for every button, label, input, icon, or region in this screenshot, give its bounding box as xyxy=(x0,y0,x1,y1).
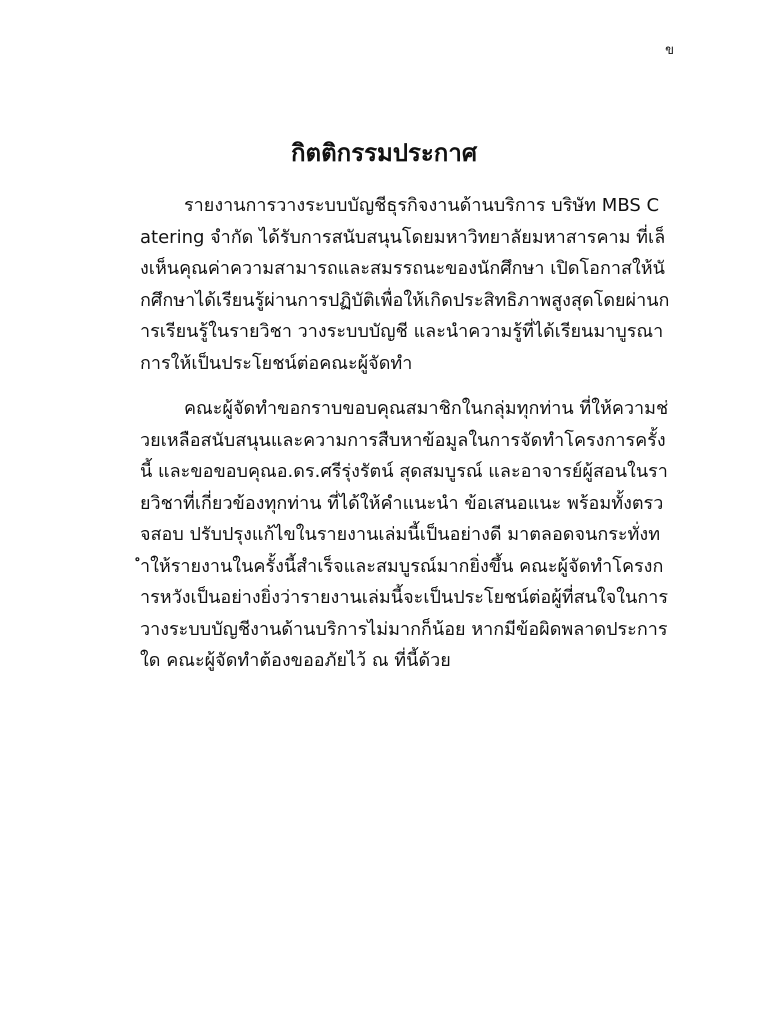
acknowledgement-body xyxy=(140,190,670,677)
paragraph-2: คณะผู้จัดทำขอกราบขอบคุณสมาชิกในกลุ่มทุกท่าน ที่ให้ความช่วยเหลือสนับสนุนและความการสืบหาข้อมูลในการจัดทำโครงการครั้งนี้ และขอขอบคุณอ.ดร.ศรีรุ่งรัตน์ สุดสมบูรณ์ และอาจารย์ผู้สอนในรายวิชาที่เกี่ยวข้องทุกท่าน ที่ได้ให้คำแนะนำ ข้อเสนอแนะ พร้อมทั้งตรวจสอบ ปรับปรุงแก้ไขในรายงานเล่มนี้เป็นอย่างดี มาตลอดจนกระทั่งทำให้รายงานในครั้งนี้สำเร็จและสมบูรณ์มากยิ่งขึ้น คณะผู้จัดทำโครงการหวังเป็นอย่างยิ่งว่ารายงานเล่มนี้จะเป็นประโยชน์ต่อผู้ที่สนใจในการวางระบบบัญชีงานด้านบริการไม่มากก็น้อย หากมีข้อผิดพลาดประการใด คณะผู้จัดทำต้องขออภัยไว้ ณ ที่นี้ด้วย xyxy=(140,398,669,671)
page-number: ข xyxy=(665,43,674,58)
page-title: กิตติกรรมประกาศ xyxy=(290,139,478,167)
paragraph-1: รายงานการวางระบบบัญชีธุรกิจงานด้านบริการ บริษัท MBS Catering จำกัด ได้รับการสนับสนุนโดยมหาวิทยาลัยมหาสารคาม ที่เล็งเห็นคุณค่าความสามารถและสมรรถนะของนักศึกษา เปิดโอกาสให้นักศึกษาได้เรียนรู้ผ่านการปฏิบัติเพื่อให้เกิดประสิทธิภาพสูงสุดโดยผ่านการเรียนรู้ในรายวิชา วางระบบบัญชี และนำความรู้ที่ได้เรียนมาบูรณาการให้เป็นประโยชน์ต่อคณะผู้จัดทำ xyxy=(140,195,670,374)
